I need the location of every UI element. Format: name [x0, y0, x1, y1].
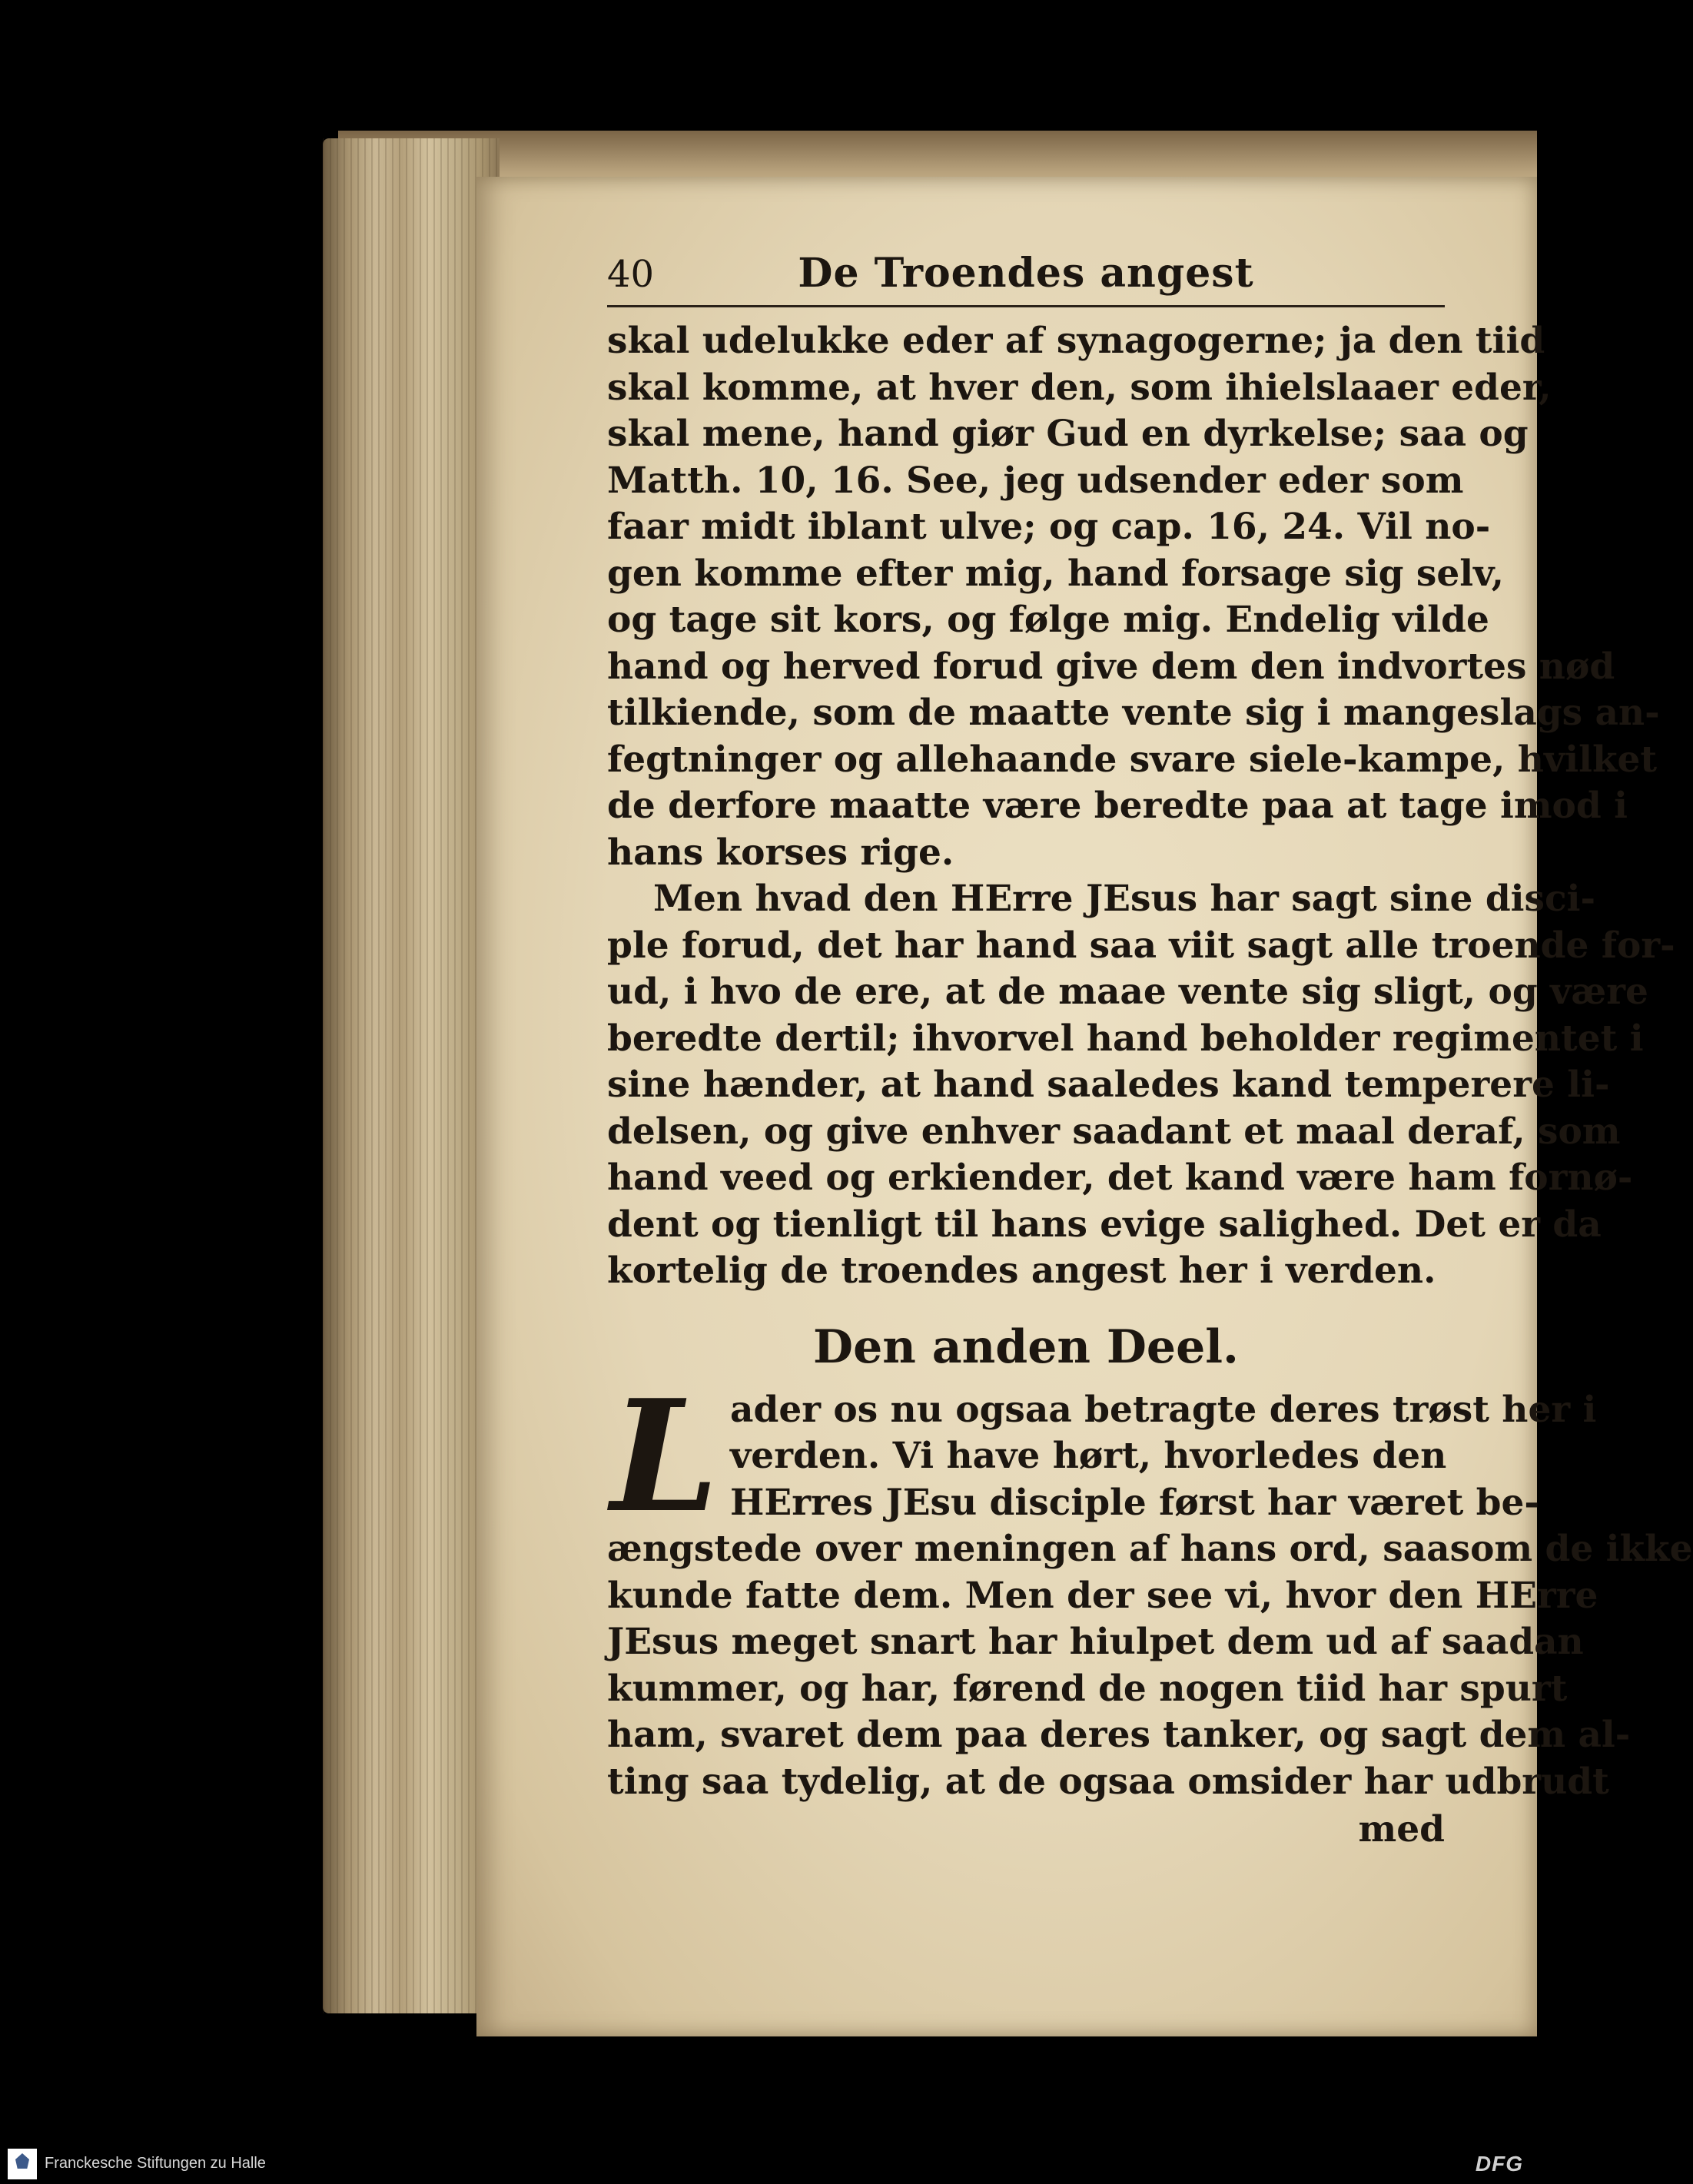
- text-line: delsen, og give enhver saadant et maal deraf, som: [607, 1110, 1621, 1153]
- text-line: ængstede over meningen af hans ord, saasom de ikke: [607, 1528, 1693, 1570]
- text-block: [607, 250, 1693, 1854]
- text-line: verden. Vi have hørt, hvorledes den: [730, 1435, 1447, 1477]
- text-line: beredte dertil; ihvorvel hand beholder regimentet i: [607, 1017, 1644, 1060]
- drop-cap: L: [610, 1366, 719, 1547]
- text-line: kummer, og har, førend de nogen tiid har spurt: [607, 1667, 1568, 1710]
- text-line: Men hvad den HErre JEsus har sagt sine disci-: [653, 878, 1595, 920]
- text-line: de derfore maatte være beredte paa at tage imod i: [607, 785, 1628, 827]
- footer-bar: [0, 2144, 1537, 2184]
- text-line: fegtninger og allehaande svare siele-kampe, hvilket: [607, 738, 1658, 781]
- text-line: hand og herved forud give dem den indvortes nød: [607, 645, 1615, 688]
- text-line: Matth. 10, 16. See, jeg udsender eder som: [607, 459, 1464, 502]
- source-label: Franckesche Stiftungen zu Halle: [45, 2155, 266, 2172]
- text-line: og tage sit kors, og følge mig. Endelig vilde: [607, 599, 1489, 641]
- text-line: ud, i hvo de ere, at de maae vente sig sligt, og være: [607, 971, 1648, 1013]
- dfg-logo: DFG: [1475, 2152, 1523, 2176]
- text-line: kunde fatte dem. Men der see vi, hvor den HErre: [607, 1574, 1598, 1617]
- paragraph-2: [607, 876, 1675, 1295]
- text-line: sine hænder, at hand saaledes kand temperere li-: [607, 1064, 1610, 1106]
- text-line: gen komme efter mig, hand forsage sig selv,: [607, 552, 1504, 595]
- text-line: HErres JEsu disciple først har været be-: [730, 1481, 1539, 1524]
- text-line: tilkiende, som de maatte vente sig i mangeslags an-: [607, 692, 1660, 734]
- page-header: [607, 250, 1445, 307]
- text-line: hand veed og erkiender, det kand være ham fornø-: [607, 1157, 1633, 1199]
- text-line: skal komme, at hver den, som ihielslaaer eder,: [607, 366, 1552, 409]
- text-line: kortelig de troendes angest her i verden.: [607, 1250, 1436, 1292]
- text-line: ader os nu ogsaa betragte deres trøst her i: [730, 1388, 1597, 1431]
- institution-logo-icon: [8, 2149, 37, 2179]
- running-title: De Troendes angest: [798, 250, 1254, 297]
- text-line: dent og tienligt til hans evige salighed. Det er da: [607, 1203, 1602, 1246]
- text-line: ham, svaret dem paa deres tanker, og sagt dem al-: [607, 1714, 1631, 1756]
- text-line: hans korses rige.: [607, 831, 954, 874]
- paragraph-1: [607, 318, 1660, 876]
- text-line: skal udelukke eder af synagogerne; ja den tiid: [607, 320, 1545, 362]
- book-page-edges: [323, 138, 500, 2013]
- book-page: [476, 177, 1693, 2036]
- paragraph-3: [607, 1366, 1693, 1806]
- section-heading: Den anden Deel.: [813, 1319, 1239, 1374]
- text-line: faar midt iblant ulve; og cap. 16, 24. Vil no-: [607, 506, 1491, 548]
- page-number: 40: [607, 253, 655, 296]
- text-line: ting saa tydelig, at de ogsaa omsider har udbrudt: [607, 1760, 1609, 1803]
- text-line: skal mene, hand giør Gud en dyrkelse; saa og: [607, 413, 1529, 455]
- catchword: med: [1358, 1808, 1445, 1850]
- text-line: JEsus meget snart har hiulpet dem ud af saadan: [607, 1621, 1584, 1663]
- text-line: ple forud, det har hand saa viit sagt alle troende for-: [607, 924, 1675, 967]
